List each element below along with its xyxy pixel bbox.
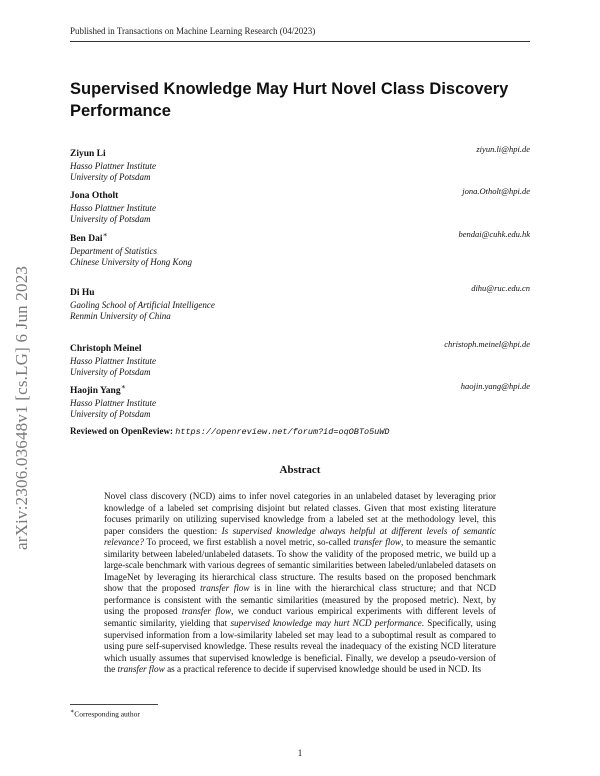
author-affiliation: University of Potsdam xyxy=(70,367,151,377)
abstract-text: as a practical reference to decide if supervised knowledge should be used in NCD. Its xyxy=(164,664,482,675)
author-block xyxy=(70,144,530,184)
openreview-line xyxy=(70,426,530,437)
author-affiliation: Hasso Plattner Institute xyxy=(70,160,156,171)
author-affiliation: University of Potsdam xyxy=(70,172,151,182)
arxiv-stamp: arXiv:2306.03648v1 [cs.LG] 6 Jun 2023 xyxy=(12,265,31,550)
abstract-text: To proceed, we first establish a novel metric, so-called xyxy=(143,537,354,548)
abstract-heading: Abstract xyxy=(279,464,321,476)
author-name: Haojin Yang xyxy=(70,386,121,396)
author-affiliation: Gaoling School of Artificial Intelligence xyxy=(70,299,215,310)
author-affiliation: Renmin University of China xyxy=(70,311,171,321)
header-rule xyxy=(70,41,530,42)
author-affiliation: University of Potsdam xyxy=(70,409,151,419)
openreview-label: Reviewed on OpenReview: xyxy=(70,426,173,436)
author-affiliation: Chinese University of Hong Kong xyxy=(70,257,192,267)
author-affiliation: Hasso Plattner Institute xyxy=(70,355,156,366)
author-email[interactable]: dihu@ruc.edu.cn xyxy=(471,283,530,293)
author-block xyxy=(70,229,530,269)
author-mark: ∗ xyxy=(120,382,126,391)
author-affiliation: Hasso Plattner Institute xyxy=(70,397,156,408)
paper-title: Supervised Knowledge May Hurt Novel Class Discovery Performance xyxy=(70,80,509,120)
author-name: Ziyun Li xyxy=(70,149,106,159)
author-email[interactable]: bendai@cuhk.edu.hk xyxy=(458,229,530,239)
footnote-rule xyxy=(70,704,158,705)
author-email[interactable]: christoph.meinel@hpi.de xyxy=(444,339,530,349)
author-block xyxy=(70,186,530,226)
footnote-text: Corresponding author xyxy=(74,709,140,719)
abstract-emphasis: Is supervised knowledge always helpful at different levels of semantic relevance? xyxy=(104,525,496,548)
author-name: Jona Otholt xyxy=(70,191,119,201)
abstract-text: , to measure the semantic similarity between labeled/unlabeled datasets. To show the validity of the proposed metric, we build up a large-scale benchmark with various degrees of semantic similarities between labeled/unlabeled datasets on ImageNet by leveraging its hierarchical class structure. The results based on the proposed benchmark show that the proposed xyxy=(104,537,496,594)
author-email[interactable]: haojin.yang@hpi.de xyxy=(460,381,530,391)
abstract-emphasis: transfer flow xyxy=(200,583,250,594)
running-header: Published in Transactions on Machine Learning Research (04/2023) xyxy=(70,26,316,36)
abstract-emphasis: transfer flow xyxy=(181,606,232,617)
author-block xyxy=(70,283,530,323)
abstract-text: Novel class discovery (NCD) aims to infer novel categories in an unlabeled dataset by leveraging prior knowledge of a labeled set comprising disjoint but related classes. Given that most existing literature focuses primarily on utilizing supervised knowledge from a labeled set at the methodology level, this paper considers the question: xyxy=(104,491,496,536)
author-affiliation: University of Potsdam xyxy=(70,214,151,224)
abstract-text: , we conduct various empirical experiments with different levels of semantic similarity, yielding that xyxy=(104,606,496,629)
author-mark: ∗ xyxy=(102,230,108,239)
abstract-emphasis: transfer flow xyxy=(117,664,165,675)
abstract-emphasis: transfer flow xyxy=(353,537,402,548)
abstract-text: is in line with the hierarchical class structure; and that NCD performance is consistent with the semantic similarities (measured by the proposed metric). Next, by using the proposed xyxy=(104,583,496,617)
abstract-emphasis: supervised knowledge may hurt NCD performance xyxy=(230,618,422,629)
page-number: 1 xyxy=(297,748,303,758)
author-email[interactable]: jona.Otholt@hpi.de xyxy=(462,186,530,196)
openreview-link[interactable]: https://openreview.net/forum?id=oqOBTo5uWD xyxy=(175,427,390,437)
author-block xyxy=(70,339,530,379)
author-affiliation: Department of Statistics xyxy=(70,245,157,256)
footnote-mark: ∗ xyxy=(70,708,75,715)
author-email[interactable]: ziyun.li@hpi.de xyxy=(476,144,530,154)
footnote xyxy=(70,708,140,719)
author-affiliation: Hasso Plattner Institute xyxy=(70,202,156,213)
author-block xyxy=(70,381,530,421)
author-name: Di Hu xyxy=(70,288,95,298)
abstract-text: . Specifically, using supervised information from a low-similarity labeled set may lead to a suboptimal result as compared to using pure self-supervised knowledge. These results reveal the inadequacy of the existing NCD literature which usually assumes that supervised knowledge is beneficial. Finally, we develop a pseudo-version of the xyxy=(104,618,496,675)
author-name: Christoph Meinel xyxy=(70,344,142,354)
abstract-body xyxy=(104,491,496,676)
author-name: Ben Dai xyxy=(70,234,103,244)
